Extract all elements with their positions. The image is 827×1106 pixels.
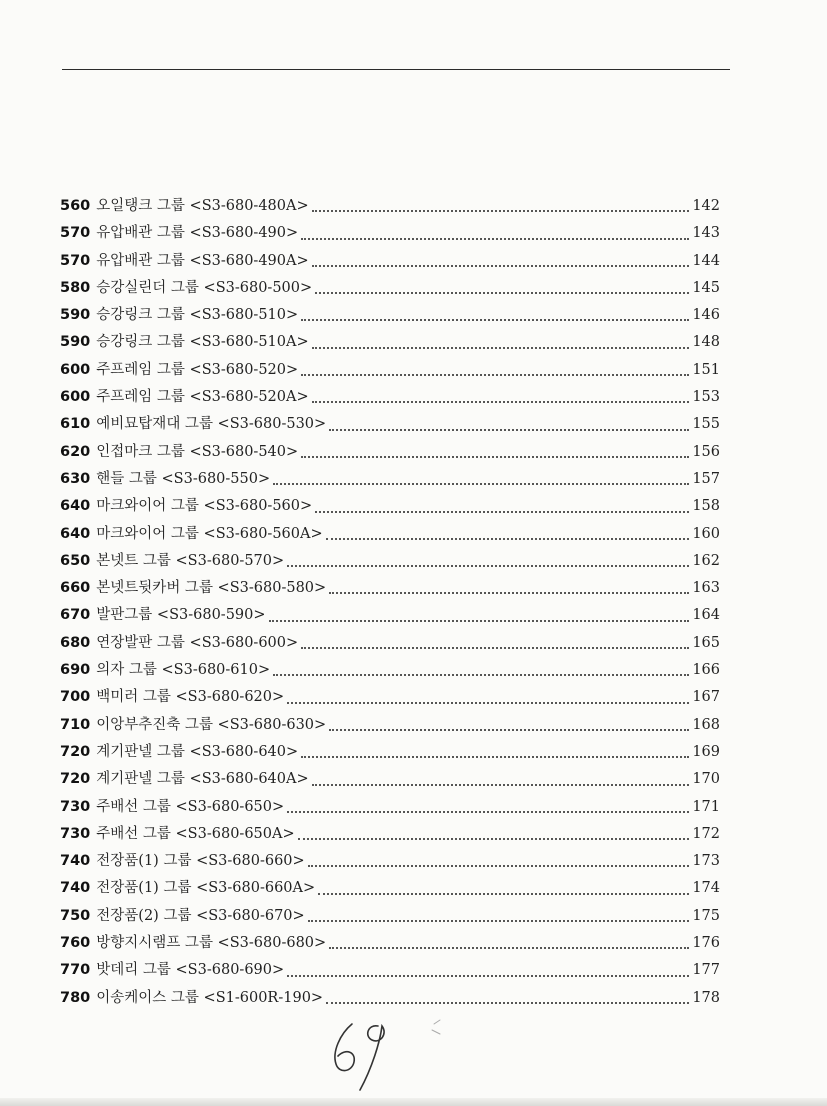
toc-entry-title: 주배선 그룹 <S3-680-650> [96, 798, 285, 815]
dot-leader [287, 974, 689, 977]
toc-entry [60, 193, 720, 220]
toc-entry [60, 302, 720, 329]
dot-leader [329, 728, 689, 731]
toc-entry-page: 153 [692, 389, 720, 406]
toc-entry-page: 156 [692, 443, 720, 460]
toc-entry-page: 174 [692, 880, 720, 897]
toc-entry-title: 마크와이어 그룹 <S3-680-560> [96, 498, 313, 515]
toc-entry-title: 전장품(1) 그룹 <S3-680-660A> [96, 880, 316, 897]
dot-leader [312, 346, 689, 349]
toc-entry-number: 720 [60, 771, 91, 788]
toc-entry-number: 660 [60, 580, 91, 597]
toc-entry-number: 620 [60, 443, 91, 460]
dot-leader [312, 400, 689, 403]
toc-entry-number: 600 [60, 361, 91, 378]
toc-entry-number: 640 [60, 498, 91, 515]
toc-entry-title: 마크와이어 그룹 <S3-680-560A> [96, 525, 323, 542]
toc-entry [60, 957, 720, 984]
toc-entry-number: 640 [60, 525, 91, 542]
toc-entry-title: 백미러 그룹 <S3-680-620> [96, 689, 285, 706]
toc-entry-number: 760 [60, 935, 91, 952]
dot-leader [315, 510, 689, 513]
toc-entry-number: 610 [60, 416, 91, 433]
dot-leader [273, 673, 689, 676]
toc-entry-page: 173 [692, 853, 720, 870]
toc-entry-title: 주프레임 그룹 <S3-680-520A> [96, 389, 309, 406]
toc-entry-page: 166 [692, 662, 720, 679]
toc-entry-number: 710 [60, 716, 91, 733]
toc-entry-page: 164 [692, 607, 720, 624]
toc-entry-page: 176 [692, 935, 720, 952]
toc-entry-title: 발판그룹 <S3-680-590> [96, 607, 266, 624]
toc-entry-page: 143 [692, 225, 720, 242]
toc-entry [60, 930, 720, 957]
toc-entry-page: 163 [692, 580, 720, 597]
table-of-contents [60, 193, 720, 1012]
dot-leader [287, 701, 689, 704]
toc-entry-title: 본넷트뒷카버 그룹 <S3-680-580> [96, 580, 327, 597]
toc-entry-page: 148 [692, 334, 720, 351]
dot-leader [301, 455, 689, 458]
toc-entry [60, 794, 720, 821]
dot-leader [318, 892, 689, 895]
toc-entry-number: 590 [60, 307, 91, 324]
toc-entry-page: 167 [692, 689, 720, 706]
toc-entry [60, 220, 720, 247]
dot-leader [301, 318, 689, 321]
toc-entry-number: 770 [60, 962, 91, 979]
toc-entry-page: 172 [692, 825, 720, 842]
toc-entry-page: 157 [692, 470, 720, 487]
toc-entry [60, 493, 720, 520]
toc-entry-title: 승강링크 그룹 <S3-680-510A> [96, 334, 309, 351]
toc-entry-page: 171 [692, 798, 720, 815]
toc-entry-title: 계기판넬 그룹 <S3-680-640A> [96, 771, 309, 788]
toc-entry-number: 780 [60, 989, 91, 1006]
toc-entry-number: 740 [60, 880, 91, 897]
toc-entry-title: 주프레임 그룹 <S3-680-520> [96, 361, 299, 378]
toc-entry-number: 750 [60, 907, 91, 924]
toc-entry-page: 165 [692, 634, 720, 651]
toc-entry [60, 575, 720, 602]
dot-leader [273, 482, 689, 485]
toc-entry-title: 의자 그룹 <S3-680-610> [96, 662, 271, 679]
page-bottom-edge [0, 1098, 827, 1106]
toc-entry-number: 590 [60, 334, 91, 351]
toc-entry [60, 821, 720, 848]
toc-entry [60, 875, 720, 902]
toc-entry [60, 903, 720, 930]
dot-leader [301, 237, 689, 240]
dot-leader [308, 919, 689, 922]
toc-entry [60, 985, 720, 1012]
dot-leader [312, 209, 689, 212]
dot-leader [315, 291, 689, 294]
toc-entry [60, 384, 720, 411]
toc-entry-page: 169 [692, 743, 720, 760]
dot-leader [326, 537, 689, 540]
toc-entry-page: 146 [692, 307, 720, 324]
toc-entry-page: 162 [692, 552, 720, 569]
toc-entry [60, 684, 720, 711]
dot-leader [287, 564, 689, 567]
toc-entry-title: 밧데리 그룹 <S3-680-690> [96, 962, 285, 979]
toc-entry-title: 예비묘탑재대 그룹 <S3-680-530> [96, 416, 327, 433]
toc-entry [60, 848, 720, 875]
toc-entry-page: 144 [692, 252, 720, 269]
toc-entry-number: 580 [60, 279, 91, 296]
toc-entry-number: 570 [60, 252, 91, 269]
toc-entry-title: 핸들 그룹 <S3-680-550> [96, 470, 271, 487]
toc-entry-page: 175 [692, 907, 720, 924]
toc-entry-number: 680 [60, 634, 91, 651]
dot-leader [308, 864, 689, 867]
toc-entry-page: 177 [692, 962, 720, 979]
dot-leader [269, 619, 689, 622]
toc-entry-number: 730 [60, 798, 91, 815]
toc-entry-number: 730 [60, 825, 91, 842]
toc-entry-number: 650 [60, 552, 91, 569]
toc-entry-number: 670 [60, 607, 91, 624]
toc-entry-title: 유압배관 그룹 <S3-680-490> [96, 225, 299, 242]
toc-entry-number: 700 [60, 689, 91, 706]
toc-entry-title: 인접마크 그룹 <S3-680-540> [96, 443, 299, 460]
toc-entry-title: 방향지시램프 그룹 <S3-680-680> [96, 935, 327, 952]
toc-entry-title: 연장발판 그룹 <S3-680-600> [96, 634, 299, 651]
toc-entry-page: 158 [692, 498, 720, 515]
dot-leader [301, 755, 689, 758]
toc-entry [60, 766, 720, 793]
toc-entry-page: 160 [692, 525, 720, 542]
toc-entry [60, 657, 720, 684]
toc-entry-title: 승강링크 그룹 <S3-680-510> [96, 307, 299, 324]
toc-entry [60, 439, 720, 466]
toc-entry [60, 329, 720, 356]
toc-entry-page: 151 [692, 361, 720, 378]
toc-entry-title: 유압배관 그룹 <S3-680-490A> [96, 252, 309, 269]
toc-entry-title: 계기판넬 그룹 <S3-680-640> [96, 743, 299, 760]
dot-leader [329, 591, 689, 594]
toc-entry-title: 전장품(1) 그룹 <S3-680-660> [96, 853, 305, 870]
toc-entry [60, 411, 720, 438]
toc-entry-title: 주배선 그룹 <S3-680-650A> [96, 825, 295, 842]
toc-entry [60, 466, 720, 493]
dot-leader [329, 428, 689, 431]
toc-entry [60, 548, 720, 575]
toc-entry [60, 521, 720, 548]
toc-entry-number: 690 [60, 662, 91, 679]
toc-entry-number: 600 [60, 389, 91, 406]
dot-leader [287, 810, 689, 813]
toc-entry-page: 155 [692, 416, 720, 433]
handwritten-page-number [322, 1012, 442, 1092]
toc-entry-page: 168 [692, 716, 720, 733]
toc-entry-page: 170 [692, 771, 720, 788]
dot-leader [312, 264, 689, 267]
toc-entry [60, 739, 720, 766]
toc-entry-title: 이송케이스 그룹 <S1-600R-190> [96, 989, 324, 1006]
header-rule [62, 69, 730, 70]
dot-leader [326, 1001, 689, 1004]
toc-entry-page: 145 [692, 279, 720, 296]
toc-entry [60, 630, 720, 657]
toc-entry-number: 560 [60, 198, 91, 214]
dot-leader [301, 373, 689, 376]
toc-entry [60, 248, 720, 275]
toc-entry [60, 712, 720, 739]
dot-leader [312, 783, 689, 786]
toc-entry-title: 이앙부추진축 그룹 <S3-680-630> [96, 716, 327, 733]
toc-entry [60, 357, 720, 384]
toc-entry-title: 본넷트 그룹 <S3-680-570> [96, 552, 285, 569]
dot-leader [298, 837, 689, 840]
toc-entry-page: 178 [692, 989, 720, 1006]
toc-entry-title: 전장품(2) 그룹 <S3-680-670> [96, 907, 305, 924]
toc-entry-number: 630 [60, 470, 91, 487]
toc-entry-title: 승강실린더 그룹 <S3-680-500> [96, 279, 313, 296]
dot-leader [301, 646, 689, 649]
toc-entry-page: 142 [692, 198, 720, 214]
dot-leader [329, 946, 689, 949]
toc-entry [60, 275, 720, 302]
toc-entry [60, 602, 720, 629]
toc-entry-number: 720 [60, 743, 91, 760]
toc-entry-number: 570 [60, 225, 91, 242]
toc-entry-title: 오일탱크 그룹 <S3-680-480A> [96, 198, 309, 214]
toc-entry-number: 740 [60, 853, 91, 870]
